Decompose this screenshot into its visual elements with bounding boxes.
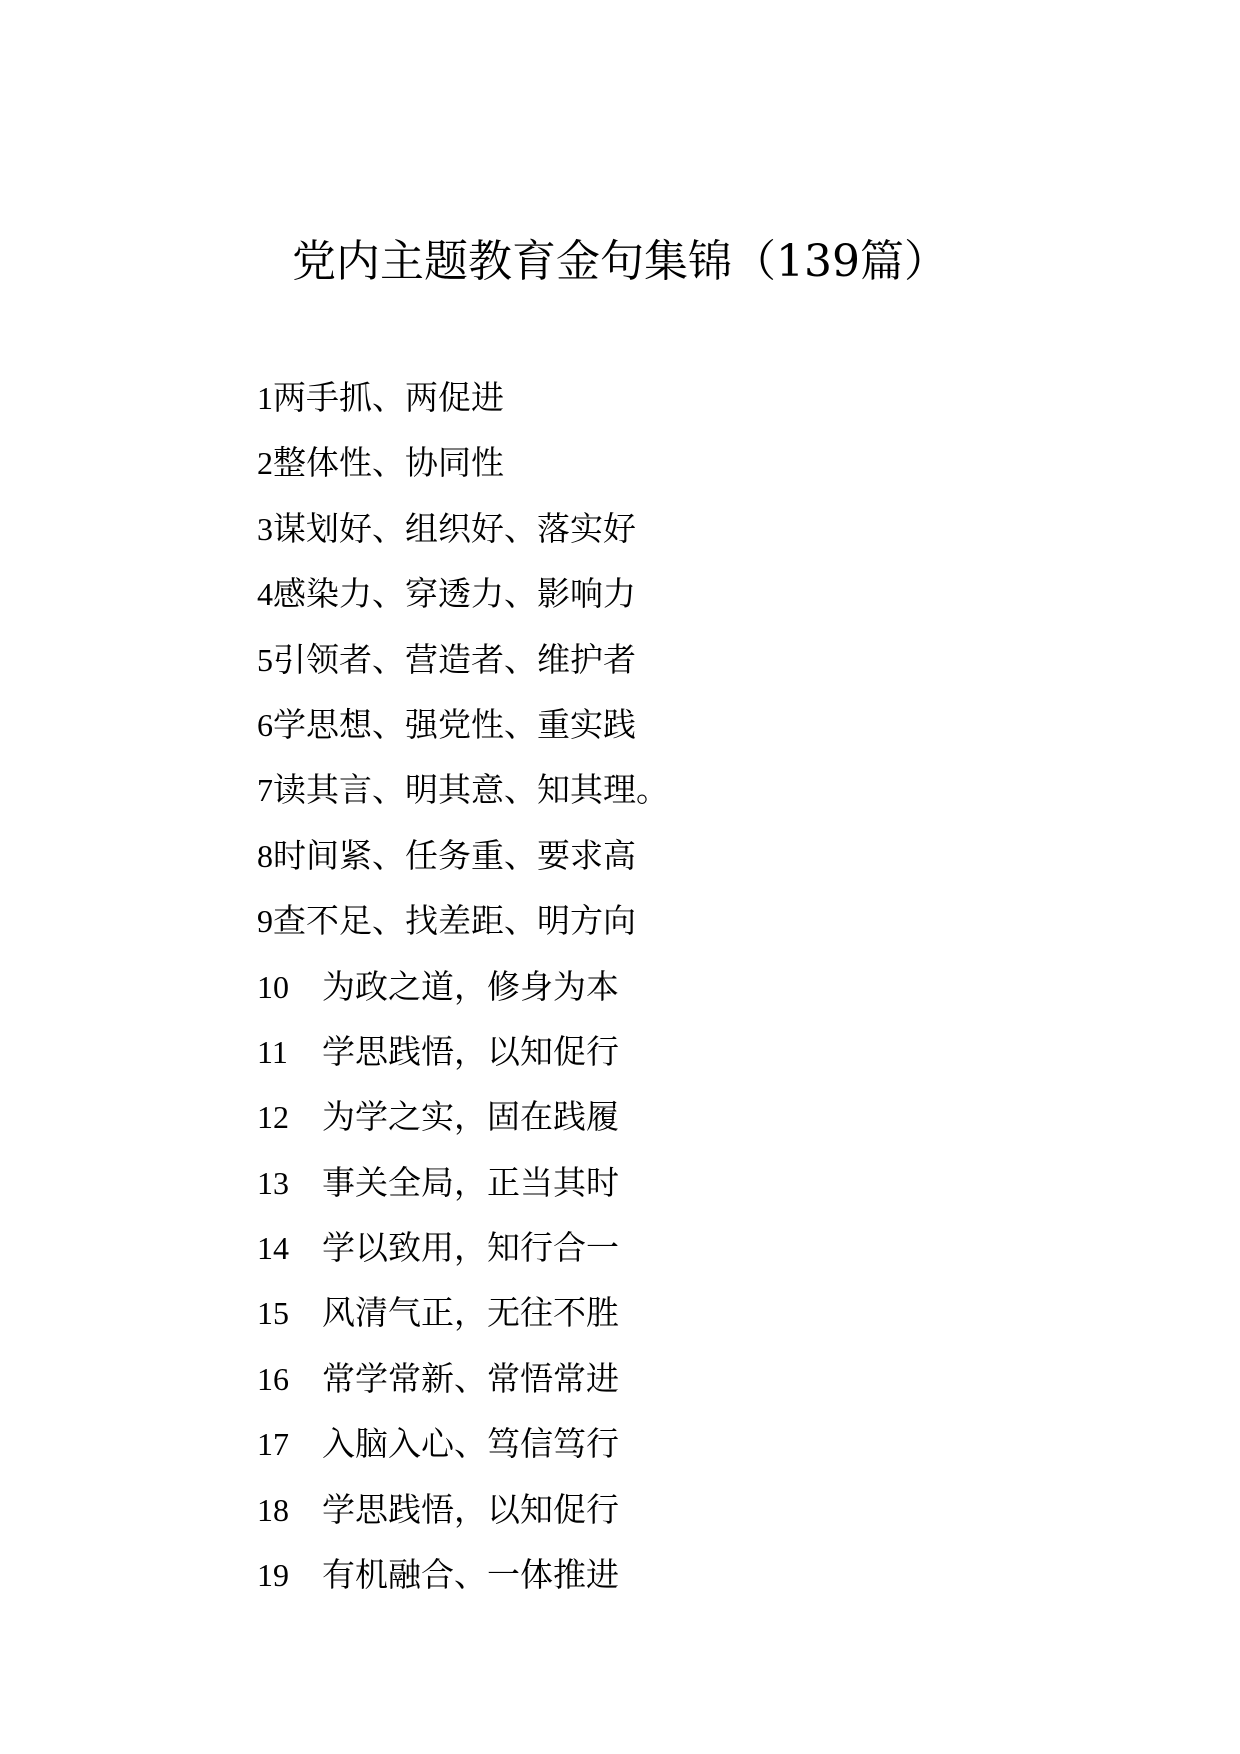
list-item [257, 1215, 669, 1280]
item-text: 事关全局，正当其时 [322, 1162, 619, 1202]
list-item [257, 1477, 669, 1542]
item-number: 1 [257, 380, 273, 416]
item-text: 整体性、协同性 [273, 443, 504, 483]
list-item [257, 1084, 669, 1149]
item-text: 为政之道，修身为本 [322, 966, 619, 1006]
item-number: 5 [257, 641, 273, 678]
item-number: 4 [257, 576, 273, 613]
item-text: 学以致用，知行合一 [322, 1228, 619, 1268]
phrase-list [257, 365, 669, 1607]
item-number: 2 [257, 445, 273, 482]
item-number: 11 [257, 1033, 288, 1070]
item-text: 有机融合、一体推进 [322, 1555, 619, 1595]
item-text: 学思践悟，以知促行 [322, 1489, 619, 1529]
item-text: 读其言、明其意、知其理。 [273, 770, 669, 810]
item-number: 12 [257, 1099, 289, 1136]
item-text: 学思践悟，以知促行 [322, 1031, 619, 1071]
item-number: 13 [257, 1164, 289, 1201]
item-text: 入脑入心、笃信笃行 [322, 1424, 619, 1464]
item-text: 谋划好、组织好、落实好 [273, 508, 636, 548]
item-number: 17 [257, 1426, 289, 1463]
list-item [257, 888, 669, 953]
list-item [257, 1150, 669, 1215]
list-item [257, 365, 669, 430]
list-item [257, 1542, 669, 1607]
title-count: 139 [776, 236, 860, 287]
item-text: 风清气正，无往不胜 [322, 1293, 619, 1333]
list-item [257, 757, 669, 822]
item-number: 10 [257, 968, 289, 1005]
item-text: 查不足、找差距、明方向 [273, 901, 636, 941]
item-text: 引领者、营造者、维护者 [273, 639, 636, 679]
item-number: 9 [257, 903, 273, 940]
list-item [257, 561, 669, 626]
list-item [257, 1411, 669, 1476]
item-number: 16 [257, 1360, 289, 1397]
list-item [257, 692, 669, 757]
item-text: 感染力、穿透力、影响力 [273, 574, 636, 614]
item-number: 8 [257, 837, 273, 874]
list-item [257, 430, 669, 495]
item-number: 7 [257, 772, 273, 809]
list-item [257, 1019, 669, 1084]
title-end: 篇） [859, 236, 948, 287]
list-item [257, 1280, 669, 1345]
list-item [257, 823, 669, 888]
item-text: 两手抓、两促进 [273, 378, 504, 417]
item-text: 常学常新、常悟常进 [322, 1358, 619, 1398]
list-item [257, 954, 669, 1019]
page-title [0, 232, 1240, 292]
item-text: 时间紧、任务重、要求高 [273, 835, 636, 875]
list-item [257, 1346, 669, 1411]
list-item [257, 627, 669, 692]
item-text: 为学之实，固在践履 [322, 1097, 619, 1137]
item-text: 学思想、强党性、重实践 [273, 704, 636, 744]
item-number: 14 [257, 1230, 289, 1267]
item-number: 19 [257, 1557, 289, 1594]
item-number: 3 [257, 510, 273, 547]
item-number: 15 [257, 1295, 289, 1332]
title-text: 党内主题教育金句集锦（ [292, 236, 776, 287]
item-number: 18 [257, 1491, 289, 1528]
item-number: 6 [257, 706, 273, 743]
list-item [257, 496, 669, 561]
